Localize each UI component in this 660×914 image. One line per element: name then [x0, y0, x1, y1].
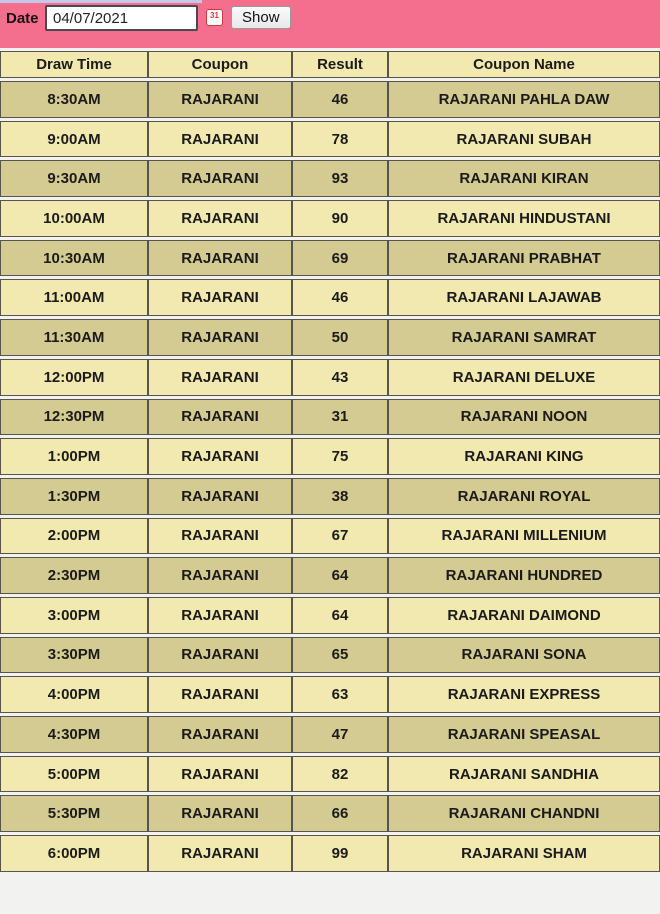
- coupon-cell: RAJARANI: [148, 557, 292, 594]
- table-row: [0, 835, 660, 872]
- coupon-cell: RAJARANI: [148, 478, 292, 515]
- result-cell: 63: [292, 676, 388, 713]
- result-cell: 31: [292, 399, 388, 436]
- coupon-cell: RAJARANI: [148, 81, 292, 118]
- draw-time-cell: 12:30PM: [0, 399, 148, 436]
- column-header-result: Result: [292, 51, 388, 78]
- draw-time-cell: 2:00PM: [0, 518, 148, 555]
- result-cell: 90: [292, 200, 388, 237]
- calendar-icon[interactable]: [206, 9, 223, 26]
- table-row: [0, 597, 660, 634]
- coupon-cell: RAJARANI: [148, 438, 292, 475]
- table-row: [0, 279, 660, 316]
- coupon-name-cell: RAJARANI SUBAH: [388, 121, 660, 158]
- result-cell: 75: [292, 438, 388, 475]
- coupon-name-cell: RAJARANI NOON: [388, 399, 660, 436]
- table-row: [0, 359, 660, 396]
- result-cell: 46: [292, 81, 388, 118]
- table-row: [0, 438, 660, 475]
- table-row: [0, 716, 660, 753]
- coupon-cell: RAJARANI: [148, 597, 292, 634]
- result-cell: 78: [292, 121, 388, 158]
- coupon-name-cell: RAJARANI KIRAN: [388, 160, 660, 197]
- coupon-cell: RAJARANI: [148, 160, 292, 197]
- coupon-name-cell: RAJARANI HUNDRED: [388, 557, 660, 594]
- draw-time-cell: 10:00AM: [0, 200, 148, 237]
- result-cell: 67: [292, 518, 388, 555]
- draw-time-cell: 9:00AM: [0, 121, 148, 158]
- coupon-cell: RAJARANI: [148, 795, 292, 832]
- top-lavender-strip: [0, 0, 202, 3]
- result-cell: 47: [292, 716, 388, 753]
- date-input[interactable]: [45, 5, 198, 31]
- draw-time-cell: 2:30PM: [0, 557, 148, 594]
- result-cell: 46: [292, 279, 388, 316]
- coupon-name-cell: RAJARANI SPEASAL: [388, 716, 660, 753]
- coupon-name-cell: RAJARANI LAJAWAB: [388, 279, 660, 316]
- coupon-cell: RAJARANI: [148, 319, 292, 356]
- coupon-cell: RAJARANI: [148, 716, 292, 753]
- table-row: [0, 121, 660, 158]
- draw-time-cell: 11:30AM: [0, 319, 148, 356]
- result-cell: 50: [292, 319, 388, 356]
- coupon-name-cell: RAJARANI HINDUSTANI: [388, 200, 660, 237]
- table-row: [0, 756, 660, 793]
- result-cell: 93: [292, 160, 388, 197]
- coupon-cell: RAJARANI: [148, 121, 292, 158]
- result-cell: 64: [292, 557, 388, 594]
- table-row: [0, 676, 660, 713]
- coupon-cell: RAJARANI: [148, 835, 292, 872]
- coupon-name-cell: RAJARANI DELUXE: [388, 359, 660, 396]
- coupon-name-cell: RAJARANI EXPRESS: [388, 676, 660, 713]
- table-row: [0, 637, 660, 674]
- date-label: Date: [6, 10, 39, 27]
- table-row: [0, 399, 660, 436]
- draw-time-cell: 5:30PM: [0, 795, 148, 832]
- result-cell: 65: [292, 637, 388, 674]
- draw-time-cell: 5:00PM: [0, 756, 148, 793]
- coupon-cell: RAJARANI: [148, 200, 292, 237]
- table-row: [0, 160, 660, 197]
- column-header-coupon-name: Coupon Name: [388, 51, 660, 78]
- coupon-name-cell: RAJARANI MILLENIUM: [388, 518, 660, 555]
- draw-time-cell: 11:00AM: [0, 279, 148, 316]
- coupon-cell: RAJARANI: [148, 637, 292, 674]
- coupon-name-cell: RAJARANI PAHLA DAW: [388, 81, 660, 118]
- coupon-name-cell: RAJARANI SANDHIA: [388, 756, 660, 793]
- draw-time-cell: 6:00PM: [0, 835, 148, 872]
- result-cell: 64: [292, 597, 388, 634]
- result-cell: 43: [292, 359, 388, 396]
- result-cell: 38: [292, 478, 388, 515]
- table-row: [0, 240, 660, 277]
- coupon-cell: RAJARANI: [148, 676, 292, 713]
- draw-time-cell: 12:00PM: [0, 359, 148, 396]
- draw-time-cell: 1:00PM: [0, 438, 148, 475]
- table-row: [0, 557, 660, 594]
- table-row: [0, 81, 660, 118]
- coupon-cell: RAJARANI: [148, 240, 292, 277]
- draw-time-cell: 4:00PM: [0, 676, 148, 713]
- column-header-draw-time: Draw Time: [0, 51, 148, 78]
- calendar-icon-day: 31: [210, 11, 219, 20]
- coupon-name-cell: RAJARANI KING: [388, 438, 660, 475]
- draw-time-cell: 4:30PM: [0, 716, 148, 753]
- coupon-cell: RAJARANI: [148, 359, 292, 396]
- table-row: [0, 795, 660, 832]
- coupon-name-cell: RAJARANI CHANDNI: [388, 795, 660, 832]
- table-row: [0, 478, 660, 515]
- coupon-cell: RAJARANI: [148, 518, 292, 555]
- draw-time-cell: 3:30PM: [0, 637, 148, 674]
- date-filter-bar: [0, 0, 660, 48]
- coupon-cell: RAJARANI: [148, 756, 292, 793]
- coupon-name-cell: RAJARANI PRABHAT: [388, 240, 660, 277]
- draw-time-cell: 3:00PM: [0, 597, 148, 634]
- result-cell: 69: [292, 240, 388, 277]
- column-header-coupon: Coupon: [148, 51, 292, 78]
- draw-time-cell: 8:30AM: [0, 81, 148, 118]
- coupon-name-cell: RAJARANI SONA: [388, 637, 660, 674]
- coupon-cell: RAJARANI: [148, 399, 292, 436]
- table-row: [0, 319, 660, 356]
- draw-time-cell: 10:30AM: [0, 240, 148, 277]
- draw-time-cell: 1:30PM: [0, 478, 148, 515]
- coupon-name-cell: RAJARANI DAIMOND: [388, 597, 660, 634]
- coupon-cell: RAJARANI: [148, 279, 292, 316]
- show-button[interactable]: Show: [231, 6, 291, 29]
- coupon-name-cell: RAJARANI SHAM: [388, 835, 660, 872]
- coupon-name-cell: RAJARANI ROYAL: [388, 478, 660, 515]
- table-header-row: [0, 51, 660, 78]
- coupon-name-cell: RAJARANI SAMRAT: [388, 319, 660, 356]
- draw-time-cell: 9:30AM: [0, 160, 148, 197]
- table-row: [0, 200, 660, 237]
- results-table: [0, 48, 660, 875]
- table-row: [0, 518, 660, 555]
- result-cell: 66: [292, 795, 388, 832]
- result-cell: 99: [292, 835, 388, 872]
- result-cell: 82: [292, 756, 388, 793]
